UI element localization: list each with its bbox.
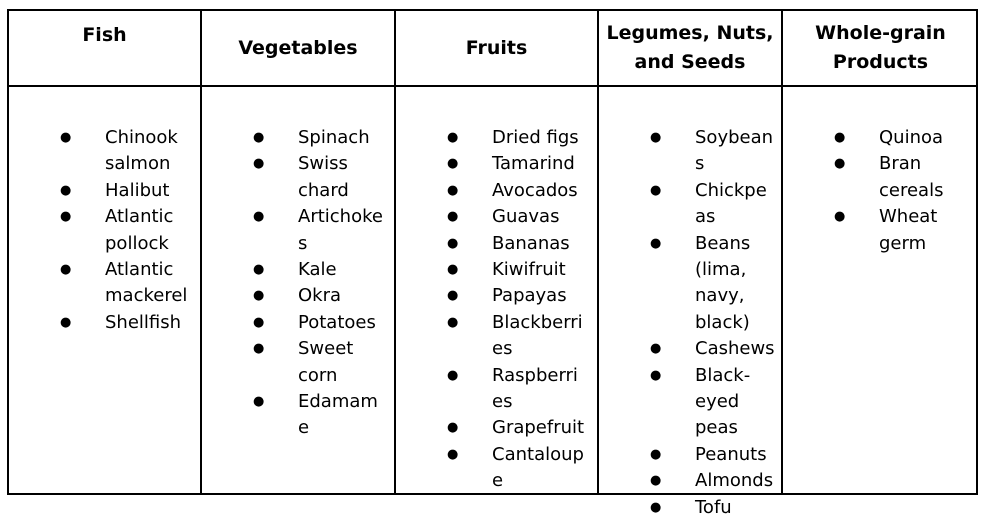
cell-fruits	[396, 87, 597, 493]
list-item: ● Atlantic mackerel	[105, 257, 191, 310]
list-item: ● Chickpeas	[695, 178, 775, 231]
cell-whole-grain-products	[783, 87, 978, 493]
list-item: ● Avocados	[492, 178, 588, 204]
list-legumes-nuts-seeds	[695, 125, 775, 521]
list-item: ● Cantaloupe	[492, 442, 588, 495]
list-item: ● Okra	[298, 283, 386, 309]
list-item: ● Cashews	[695, 336, 775, 362]
header-vegetables: Vegetables	[238, 36, 358, 59]
list-item: ● Atlantic pollock	[105, 204, 191, 257]
list-whole-grain-products	[879, 125, 959, 257]
list-fish	[105, 125, 191, 336]
list-item: ● Black-eyed peas	[695, 363, 775, 442]
header-whole-grain-products: Whole-grain Products	[815, 22, 946, 73]
list-item: ● Halibut	[105, 178, 191, 204]
list-item: ● Guavas	[492, 204, 588, 230]
list-item: ● Shellfish	[105, 310, 191, 336]
header-fruits: Fruits	[465, 36, 528, 59]
list-item: ● Kiwifruit	[492, 257, 588, 283]
list-item: ● Papayas	[492, 283, 588, 309]
list-item: ● Blackberries	[492, 310, 588, 363]
list-item: ● Bran cereals	[879, 151, 959, 204]
header-legumes-nuts-seeds: Legumes, Nuts, and Seeds	[606, 22, 774, 73]
list-item: ● Chinook salmon	[105, 125, 191, 178]
list-fruits	[492, 125, 588, 495]
list-item: ● Spinach	[298, 125, 386, 151]
list-item: ● Tamarind	[492, 151, 588, 177]
header-fish: Fish	[82, 24, 127, 46]
list-item: ● Swiss chard	[298, 151, 386, 204]
list-item: ● Dried figs	[492, 125, 588, 151]
list-item: ● Tofu	[695, 495, 775, 521]
list-item: ● Almonds	[695, 468, 775, 494]
list-item: ● Bananas	[492, 231, 588, 257]
list-item: ● Kale	[298, 257, 386, 283]
list-item: ● Edamame	[298, 389, 386, 442]
cell-vegetables	[202, 87, 394, 493]
list-item: ● Soybeans	[695, 125, 775, 178]
list-item: ● Potatoes	[298, 310, 386, 336]
list-item: ● Artichokes	[298, 204, 386, 257]
food-table	[7, 9, 978, 518]
list-item: ● Raspberries	[492, 363, 588, 416]
cell-fish	[9, 87, 200, 493]
list-item: ● Grapefruit	[492, 415, 588, 441]
list-item: ● Peanuts	[695, 442, 775, 468]
list-item: ● Beans (lima, navy, black)	[695, 231, 775, 337]
cell-legumes-nuts-seeds	[599, 87, 781, 518]
list-vegetables	[298, 125, 386, 442]
list-item: ● Quinoa	[879, 125, 959, 151]
list-item: ● Sweet corn	[298, 336, 386, 389]
list-item: ● Wheat germ	[879, 204, 959, 257]
